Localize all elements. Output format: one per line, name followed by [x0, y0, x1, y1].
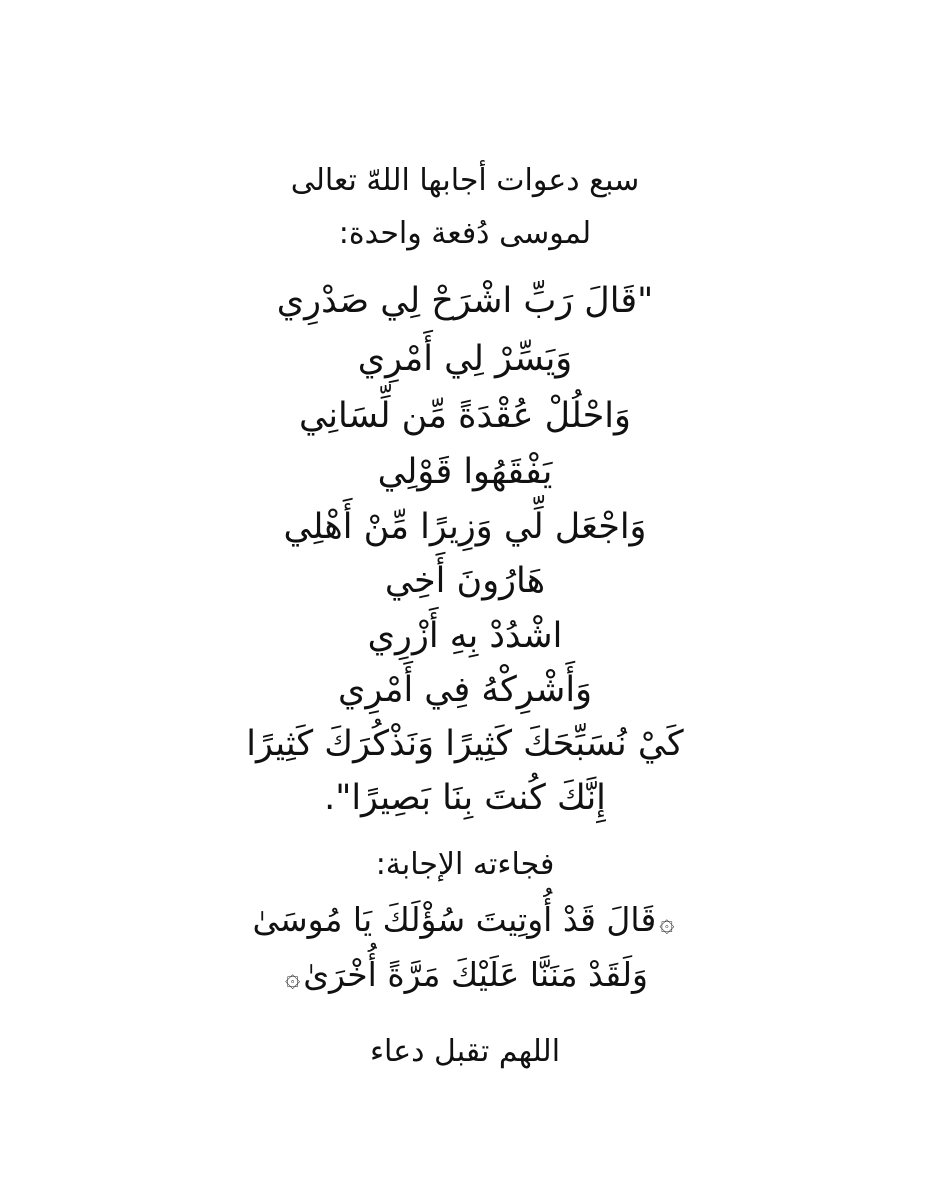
verse-line-6: هَارُونَ أَخِي — [384, 561, 546, 601]
verse-line-3: وَاحْلُلْ عُقْدَةً مِّن لِّسَانِي — [299, 396, 631, 436]
verse-line-7: اشْدُدْ بِهِ أَزْرِي — [367, 616, 563, 656]
answer-title: فجاءته الإجابة: — [375, 847, 555, 882]
verse-line-4: يَفْقَهُوا قَوْلِي — [377, 452, 553, 492]
verse-line-5: وَاجْعَل لِّي وَزِيرًا مِّنْ أَهْلِي — [283, 507, 647, 547]
answer-verse-text-2: وَلَقَدْ مَنَنَّا عَلَيْكَ مَرَّةً أُخْرَىٰ — [303, 955, 648, 994]
answer-verse-line-2 — [0, 955, 930, 994]
closing-prayer: اللهم تقبل دعاء — [369, 1034, 561, 1069]
heading-line-2: لموسى دُفعة واحدة: — [338, 216, 592, 251]
verse-line-8: وَأَشْرِكْهُ فِي أَمْرِي — [337, 670, 593, 710]
verse-line-9: كَيْ نُسَبِّحَكَ كَثِيرًا وَنَذْكُرَكَ كَثِيرًا — [246, 724, 684, 764]
verse-line-2: وَيَسِّرْ لِي أَمْرِي — [357, 339, 573, 379]
verse-line-10: إِنَّكَ كُنتَ بِنَا بَصِيرًا". — [324, 778, 606, 818]
ornament-open-icon: ۞ — [659, 908, 675, 938]
answer-verse-text-1: قَالَ قَدْ أُوتِيتَ سُؤْلَكَ يَا مُوسَىٰ — [252, 900, 657, 939]
heading-line-1: سبع دعوات أجابها اللهّ تعالى — [290, 163, 640, 198]
verse-line-1: "قَالَ رَبِّ اشْرَحْ لِي صَدْرِي — [276, 281, 654, 321]
answer-verse-line-1 — [0, 900, 930, 939]
ornament-close-icon: ۞ — [284, 963, 301, 993]
